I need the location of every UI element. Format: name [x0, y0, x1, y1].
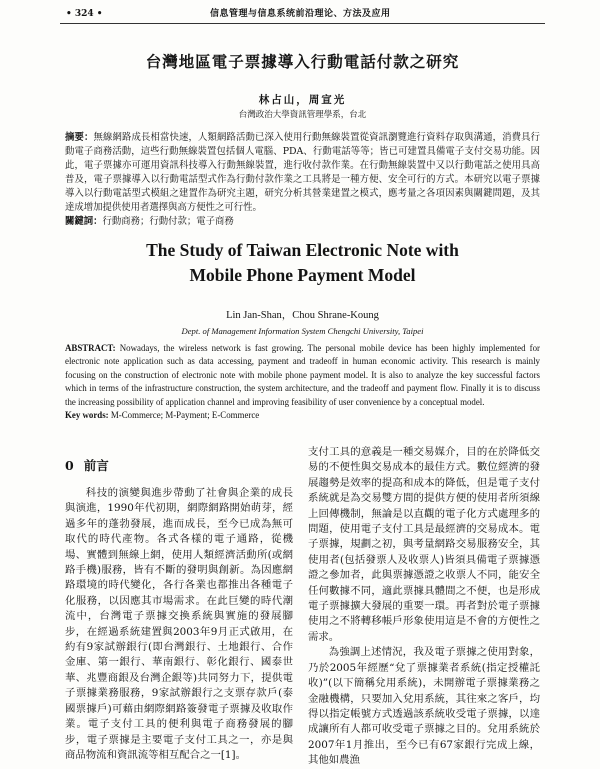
- body-paragraph: 支付工具的意義是一種交易媒介，目的在於降低交易的不便性與交易成本的最佳方式。數位經濟的發展趨勢是效率的提高和成本的降低，但是電子支付系統就是為交易雙方間的提供方便的使用者所須線上回傳機制，無論是以直觀的電子化方式處理多的問題，使用電子支付工具是最經濟的交易成本。電子票據，規劃之初，與考量網路交易服務安全，其使用者(包括發票人及收票人)皆須具備電子票據憑證之參加者，此與票據憑證之收票人不同，能安全任何數據不同，適此票據具體間之不便，也是形成電子票據擴大發展的重要一環。再者對於電子票據使用之不將轉移帳戶形象使用這是不會的方便性之需求。: [308, 446, 540, 643]
- affiliation-chinese: 台灣政治大學資訊管理學系，台北: [238, 110, 367, 120]
- affiliation-english: Dept. of Management Information System Chengchi University, Taipei: [181, 326, 424, 336]
- keywords-chinese-text: 行動商務；行動付款；電子商務: [102, 216, 234, 227]
- authors-english: Lin Jan-Shan，Chou Shrane-Koung: [226, 310, 379, 321]
- page-number: • 324 •: [66, 9, 103, 19]
- section-heading: [65, 458, 293, 474]
- abstract-chinese-body: [65, 131, 540, 215]
- section-number: 0: [65, 458, 74, 473]
- abstract-english-text: Nowadays, the wireless network is fast growing. The personal mobile device has been highly implemented for electronic note application such as data accessing, payment and tradeoff in human economic activity. This research is mainly focusing on the construction of electronic note with mobile phone payment model. It is also to analyze the key successful factors which in terms of the infrastructure construction, the system architecture, and the tradeoff and payment flow. Finally it is to discuss the increasing possibility of application channel and improving feasibility of user convenience by a conceptual model.: [65, 343, 540, 407]
- body-paragraph: 為強調上述情況，我及電子票據之使用對象，乃於2005年經歷“兌了票據業者系統(指定授權託收)”(以下簡稱兌用系統)，未開辦電子票據業務之金融機構，只要加入兌用系統，其往來之客戶，均得以指定帳號方式透過該系統收受電子票據，以達成讓所有人都可收受電子票據之目的。兌用系統於2007年1月推出，至今已有67家銀行完成上線，其他如農漁: [308, 646, 540, 767]
- abstract-english-label: ABSTRACT:: [65, 343, 116, 353]
- abstract-english: [65, 342, 540, 422]
- authors-chinese: 林占山，周宣光: [258, 94, 347, 106]
- title-english-line: The Study of Taiwan Electronic Note with: [146, 240, 459, 260]
- running-header: [60, 7, 545, 24]
- keywords-english: [65, 409, 540, 422]
- abstract-chinese: [65, 131, 540, 229]
- abstract-chinese-text: 無線網路成長相當快速，人類網路活動已深入使用行動無線裝置從資訊瀏覽進行資料存取與溝通，消費具行動電子商務活動，這些行動無線裝置包括個人電腦、PDA、行動電話等等；皆已可建置具備電子支付交易功能。因此，電子票據亦可運用資訊科技導入行動無線裝置，進行收付款作業。在行動無線裝置中又以行動電話之使用具高普及，電子票據導入以行動電話型式作為行動付款作業之工具將是一種方便、安全可行的方式。本研究以電子票據導入以行動電話型式模組之建置作為研究主題，研究分析其營業建置之模式，應考量之各項因素與關鍵問題，及其達成增加提供使用者選擇與高方便性之可行性。: [65, 132, 540, 213]
- title-english-line: Mobile Phone Payment Model: [189, 265, 416, 285]
- keywords-chinese-label: 關鍵詞：: [65, 216, 103, 227]
- keywords-chinese: [65, 215, 540, 229]
- abstract-chinese-label: 摘要：: [65, 132, 94, 143]
- body-column-right: [308, 445, 540, 767]
- keywords-english-label: Key words:: [65, 410, 109, 421]
- body-column-left: [65, 445, 293, 761]
- body-paragraph: 科技的演變與進步帶動了社會與企業的成長與演進，1990年代初期，網際網路開始萌芽，經過多年的蓬勃發展，進而成長，至今已成為無可取代的時代產物。各式各樣的電子通路，從機場、實體到無線上網，使用人類經濟活動所(或網路手機)服務，皆有不斷的發明與創新。為因應網路環境的時代變化，各行各業也都推出各種電子化服務，以因應其市場需求。在此巨變的時代潮流中，台灣電子票據交換系統與實施的發展腳步，在經過系統建置與2003年9月正式啟用，在約有9家試辦銀行(即台灣銀行、土地銀行、合作金庫、第一銀行、華南銀行、彰化銀行、國泰世華、兆豐商銀及台灣企銀等)共同努力下，提供電子票據業務服務，9家試辦銀行之支票存款戶(泰國票據戶)可藉由網際網路簽發電子票據及收取作業。電子支付工具的便利與電子商務發展的腳步，電子票據是主要電子支付工具之一，亦是與商品物流和資訊流等相互配合之一[1]。: [65, 487, 293, 761]
- book-title: 信息管理与信息系统前沿理论、方法及应用: [210, 9, 391, 19]
- title-chinese: 台灣地區電子票據導入行動電話付款之研究: [145, 52, 460, 71]
- abstract-english-body: [65, 342, 540, 409]
- title-english: [60, 238, 545, 288]
- keywords-english-text: M-Commerce; M-Payment; E-Commerce: [110, 410, 260, 421]
- section-title: 前言: [83, 458, 109, 473]
